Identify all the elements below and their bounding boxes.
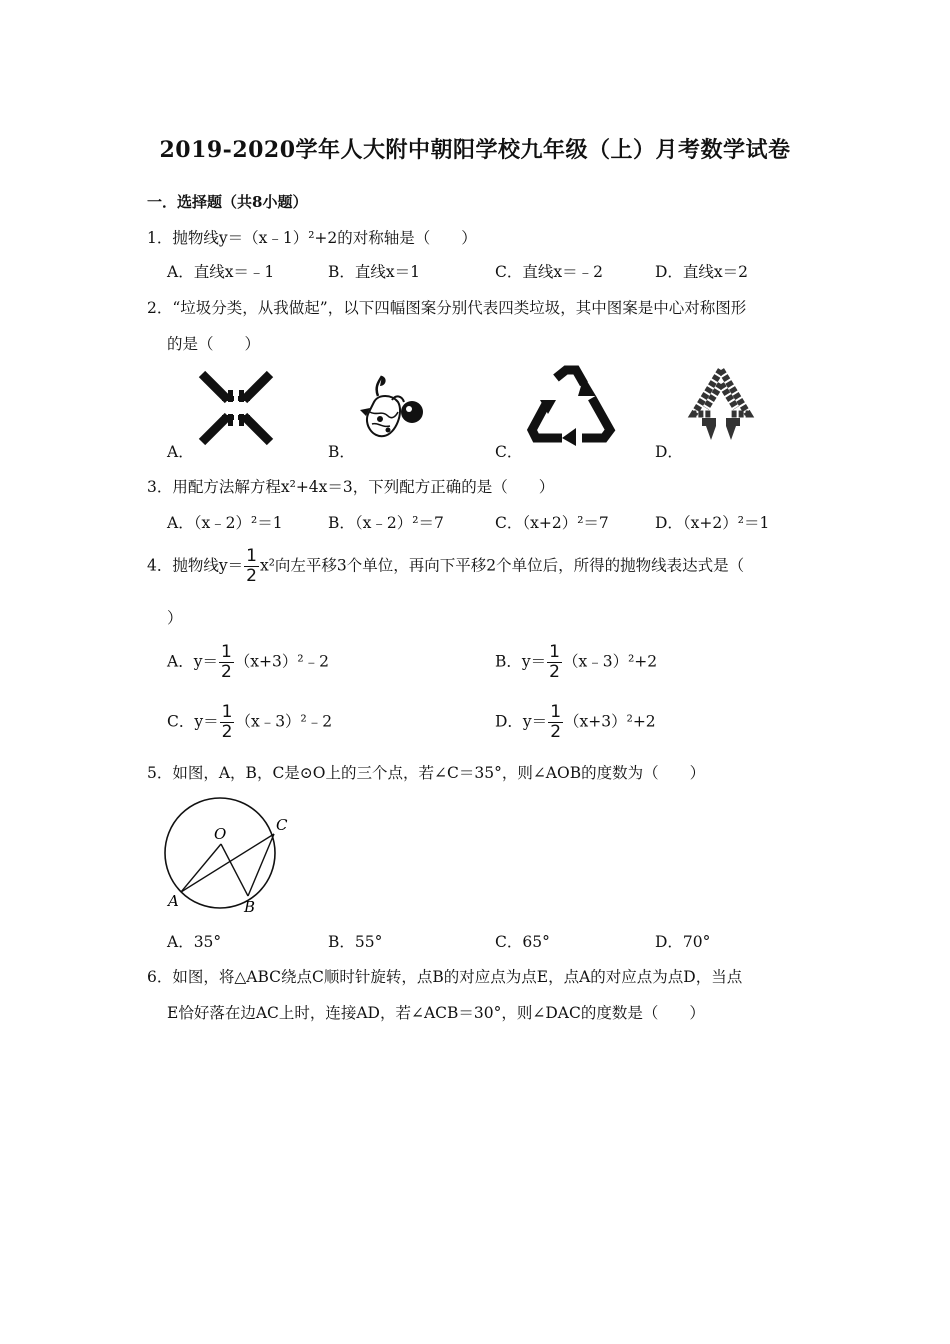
question-5-stem: 5．如图，A，B，C是⊙O上的三个点，若∠C＝35°，则∠AOB的度数为（ ） (147, 764, 706, 782)
q4-option-a-fraction (219, 644, 234, 681)
question-6-stem-line1: 6．如图，将△ABC绕点C顺时针旋转，点B的对应点为点E，点A的对应点为点D，当点 (147, 968, 743, 986)
q4-option-a (167, 644, 329, 681)
segment-oa (181, 844, 221, 892)
q5-option-b: B．55° (328, 933, 383, 951)
q4-stem-frac-den: 2 (246, 566, 257, 586)
q5-option-c: C．65° (495, 933, 550, 951)
q5-option-a: A．35° (167, 933, 222, 951)
segment-ob (221, 844, 248, 896)
q2-label-d: D． (655, 443, 683, 461)
q2-label-b: B． (328, 443, 355, 461)
q4-option-c-label: C．y＝ (167, 712, 219, 731)
frac-den: 2 (549, 662, 560, 682)
question-3-stem: 3．用配方法解方程x²+4x＝3，下列配方正确的是（ ） (147, 478, 555, 496)
q2-label-c: C． (495, 443, 523, 461)
q3-option-c: C．（x+2）²＝7 (495, 514, 609, 532)
q4-stem-suffix: x²向左平移3个单位，再向下平移2个单位后，所得的抛物线表达式是（ (259, 556, 745, 575)
q3-option-b: B．（x﹣2）²＝7 (328, 514, 444, 532)
q4-option-d (495, 704, 656, 741)
question-2-stem-line2: 的是（ ） (167, 335, 261, 353)
q4-option-d-fraction (548, 704, 563, 741)
q4-option-a-label: A．y＝ (167, 652, 218, 671)
q4-option-c-tail: （x﹣3）²﹣2 (235, 712, 333, 731)
page-title: 2019-2020学年人大附中朝阳学校九年级（上）月考数学试卷 (159, 137, 791, 163)
q1-option-b: B．直线x＝1 (328, 263, 420, 281)
q5-circle-figure (164, 796, 294, 914)
q3-option-d: D．（x+2）²＝1 (655, 514, 770, 532)
question-2-stem-line1: 2．“垃圾分类，从我做起”，以下四幅图案分别代表四类垃圾，其中图案是中心对称图形 (147, 299, 747, 317)
question-4-stem-line2: ） (167, 609, 183, 627)
q1-option-a: A．直线x＝﹣1 (167, 263, 275, 281)
label-a: A (168, 892, 179, 910)
q4-option-b-tail: （x﹣3）²+2 (562, 652, 658, 671)
q1-option-d: D．直线x＝2 (655, 263, 749, 281)
q4-option-a-tail: （x+3）²﹣2 (234, 652, 329, 671)
q4-option-c (167, 704, 332, 741)
q2-figure-c-recycle-triangle (526, 366, 616, 444)
q4-option-b-fraction (547, 644, 562, 681)
frac-num: 1 (220, 642, 232, 662)
label-o: O (214, 825, 227, 843)
section-heading: 一．选择题（共8小题） (147, 193, 308, 211)
q4-option-d-tail: （x+3）²+2 (564, 712, 656, 731)
q4-stem-frac-num: 1 (246, 546, 257, 566)
q4-option-b (495, 644, 657, 681)
question-4-stem (147, 548, 744, 585)
q1-option-c: C．直线x＝﹣2 (495, 263, 603, 281)
q2-figure-d-tree-arrows (686, 366, 756, 446)
frac-num: 1 (549, 642, 560, 662)
segment-ca (181, 834, 274, 892)
segment-cb (248, 834, 274, 896)
q5-option-d: D．70° (655, 933, 711, 951)
frac-num: 1 (550, 702, 562, 722)
label-b: B (244, 898, 256, 916)
q3-option-a: A．（x﹣2）²＝1 (167, 514, 283, 532)
q4-stem-fraction (244, 548, 259, 585)
q2-label-a: A． (167, 443, 194, 461)
question-1-stem: 1．抛物线y＝（x﹣1）²+2的对称轴是（ ） (147, 229, 477, 247)
frac-den: 2 (550, 722, 562, 742)
q2-figure-b-food-waste (352, 372, 428, 444)
q4-option-d-label: D．y＝ (495, 712, 548, 731)
question-6-stem-line2: E恰好落在边AC上时，连接AD，若∠ACB＝30°，则∠DAC的度数是（ ） (167, 1004, 705, 1022)
q2-figure-a-inward-arrows (198, 370, 274, 446)
frac-den: 2 (220, 662, 232, 682)
q4-option-c-fraction (220, 704, 235, 741)
q4-option-b-label: B．y＝ (495, 652, 547, 671)
q4-stem-prefix: 4．抛物线y＝ (147, 556, 244, 575)
frac-den: 2 (221, 722, 233, 742)
frac-num: 1 (221, 702, 233, 722)
label-c: C (276, 816, 288, 834)
